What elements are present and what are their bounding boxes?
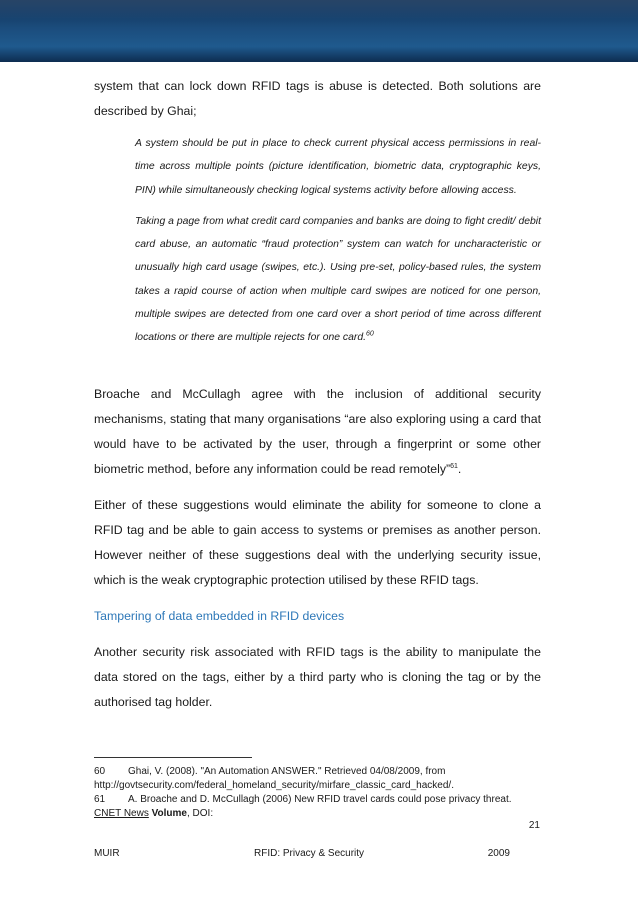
paragraph-2-text: Broache and McCullagh agree with the inclusion of additional security mechanisms, stating that many organisations “are also exploring using a card that would have to be activated by the user, through a fingerprint or some other biometric method, before any information could be read remotely” bbox=[94, 386, 541, 476]
paragraph-1: system that can lock down RFID tags is abuse is detected. Both solutions are described by Ghai; bbox=[94, 79, 541, 118]
page-content bbox=[94, 74, 541, 715]
page-footer bbox=[94, 848, 541, 862]
paragraph-4: Another security risk associated with RFID tags is the ability to manipulate the data stored on the tags, either by a third party who is cloning the tag or by the authorised tag holder. bbox=[94, 644, 541, 709]
header-banner-shine bbox=[0, 0, 638, 20]
footnote-text: A. Broache and D. McCullagh (2006) New RFID travel cards could pose privacy threat. bbox=[128, 794, 512, 805]
paragraph-2-end: . bbox=[457, 461, 462, 476]
paragraph-2 bbox=[94, 382, 541, 482]
footnote-volume: Volume bbox=[151, 808, 187, 819]
page-number: 21 bbox=[528, 820, 540, 831]
footnote-number: 60 bbox=[94, 766, 106, 777]
cnet-news-link[interactable]: CNET News bbox=[94, 808, 149, 819]
paragraph-3: Either of these suggestions would eliminate the ability for someone to clone a RFID tag and be able to gain access to systems or premises as another person. However neither of these suggestions deal with the underlying security issue, which is the weak cryptographic protection utilised by these RFID tags. bbox=[94, 497, 541, 587]
block-quote-2-text: Taking a page from what credit card companies and banks are doing to fight credit/ debit card abuse, an automatic “fraud protection” system can watch for uncharacteristic or unusually high card usage (swipes, etc.). Using pre-set, policy-based rules, the system takes a rapid course of action when multiple card swipes are noticed for one person, multiple swipes are detected from one card over a short period of time across different locations or there are multiple rejects for one card. bbox=[135, 215, 541, 344]
footnote-text: Ghai, V. (2008). "An Automation ANSWER." Retrieved 04/08/2009, from http://govtsecurity.com/federal_homeland_security/mirfare_classic_card_hacked/. bbox=[94, 766, 454, 791]
footnote-ref-60: 60 bbox=[366, 330, 374, 338]
footer-year: 2009 bbox=[487, 848, 510, 859]
footnote-doi: , DOI: bbox=[187, 808, 214, 819]
section-heading: Tampering of data embedded in RFID devices bbox=[94, 608, 345, 623]
footnote-divider bbox=[94, 757, 252, 758]
header-banner bbox=[0, 0, 638, 62]
footnotes bbox=[94, 765, 541, 821]
footnote-ref-61: 61 bbox=[450, 462, 458, 470]
block-quote-1: A system should be put in place to check current physical access permissions in real-time across multiple points (picture identification, biometric data, cryptographic keys, PIN) while simultaneously checking logical systems activity before allowing access. bbox=[135, 138, 541, 196]
footnote-61 bbox=[94, 793, 541, 821]
footnote-number: 61 bbox=[94, 794, 106, 805]
footnote-60 bbox=[94, 765, 541, 793]
footer-title: RFID: Privacy & Security bbox=[254, 848, 365, 859]
footer-author: MUIR bbox=[94, 848, 120, 859]
block-quote-2 bbox=[135, 210, 541, 350]
